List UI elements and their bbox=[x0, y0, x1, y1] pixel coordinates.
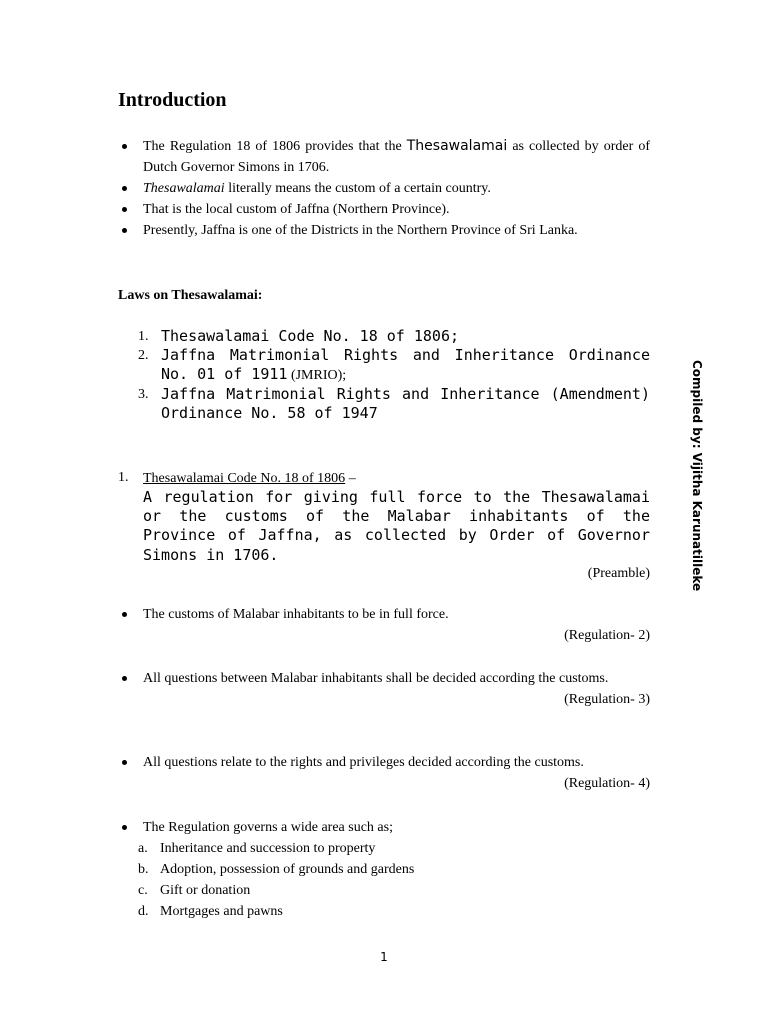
list-item bbox=[118, 199, 650, 220]
list-item bbox=[118, 178, 650, 199]
thesawalamai-term: Thesawalamai bbox=[143, 181, 225, 196]
governs-text: The Regulation governs a wide area such as; bbox=[143, 820, 393, 835]
sublist-text: Mortgages and pawns bbox=[160, 904, 283, 919]
law-title: Jaffna Matrimonial Rights and Inheritance Ordinance No. 01 of 1911 bbox=[161, 346, 650, 383]
list-item bbox=[118, 136, 650, 178]
bullet-icon bbox=[122, 186, 127, 191]
regulation-block bbox=[118, 752, 650, 794]
list-item bbox=[118, 604, 650, 625]
regulation-text: All questions relate to the rights and privileges decided according the customs. bbox=[143, 755, 584, 770]
sublist-text: Inheritance and succession to property bbox=[160, 841, 376, 856]
laws-list bbox=[138, 327, 650, 423]
regulation-list bbox=[118, 752, 650, 773]
intro-text: literally means the custom of a certain country. bbox=[224, 181, 491, 196]
list-number: 3. bbox=[138, 387, 149, 402]
governs-list bbox=[118, 817, 650, 838]
list-item bbox=[118, 668, 650, 689]
intro-text: Presently, Jaffna is one of the Districts in the Northern Province of Sri Lanka. bbox=[143, 223, 578, 238]
list-letter: c. bbox=[138, 883, 148, 898]
regulation-text: All questions between Malabar inhabitants shall be decided according the customs. bbox=[143, 671, 609, 686]
law-abbreviation: (JMRIO); bbox=[287, 368, 347, 383]
list-letter: a. bbox=[138, 841, 148, 856]
reference-label: (Regulation- 3) bbox=[564, 692, 650, 707]
governs-sublist bbox=[138, 838, 414, 922]
page-number: 1 bbox=[380, 950, 388, 964]
dash: – bbox=[345, 471, 356, 486]
regulation-list bbox=[118, 668, 650, 689]
list-item bbox=[118, 817, 650, 838]
law-title: Thesawalamai Code No. 18 of 1806; bbox=[161, 327, 460, 345]
list-item bbox=[118, 752, 650, 773]
sublist-text: Adoption, possession of grounds and gardens bbox=[160, 862, 415, 877]
page-title: Introduction bbox=[118, 89, 227, 111]
regulation-block bbox=[118, 604, 650, 646]
bullet-icon bbox=[122, 144, 127, 149]
reference-label: (Preamble) bbox=[587, 566, 650, 581]
regulation-list bbox=[118, 604, 650, 625]
list-letter: d. bbox=[138, 904, 149, 919]
section-number: 1. bbox=[118, 470, 129, 485]
list-item bbox=[118, 220, 650, 241]
bullet-icon bbox=[122, 207, 127, 212]
list-item bbox=[138, 385, 650, 423]
list-item bbox=[138, 346, 650, 385]
bullet-icon bbox=[122, 760, 127, 765]
bullet-icon bbox=[122, 612, 127, 617]
law-title: Jaffna Matrimonial Rights and Inheritance (Amendment) Ordinance No. 58 of 1947 bbox=[161, 385, 650, 422]
reference-label: (Regulation- 2) bbox=[564, 628, 650, 643]
list-item bbox=[138, 838, 414, 859]
code-title: Thesawalamai Code No. 18 of 1806 bbox=[143, 471, 346, 486]
intro-text: The Regulation 18 of 1806 provides that the bbox=[143, 139, 407, 154]
laws-heading: Laws on Thesawalamai: bbox=[118, 288, 263, 303]
regulation-block bbox=[118, 668, 650, 710]
reference-label: (Regulation- 4) bbox=[564, 776, 650, 791]
section-heading bbox=[143, 470, 356, 488]
code-description: A regulation for giving full force to the Thesawalamai or the customs of the Malabar inhabitants of the Province of Jaffna, as collected by Order of Governor Simons in 1706. bbox=[143, 488, 650, 564]
thesawalamai-term: Thesawalamai bbox=[406, 138, 508, 154]
bullet-icon bbox=[122, 228, 127, 233]
compiled-by-note: Compiled by: Vijitha Karunatilleke bbox=[690, 360, 704, 592]
list-item bbox=[138, 859, 414, 880]
sublist-text: Gift or donation bbox=[160, 883, 251, 898]
intro-text: That is the local custom of Jaffna (Northern Province). bbox=[143, 202, 450, 217]
intro-text: as collected by order of Dutch Governor Simons in 1706. bbox=[143, 139, 650, 175]
bullet-icon bbox=[122, 825, 127, 830]
bullet-icon bbox=[122, 676, 127, 681]
governs-block bbox=[118, 817, 650, 838]
list-number: 1. bbox=[138, 329, 149, 344]
list-item bbox=[138, 327, 650, 346]
list-item bbox=[138, 880, 414, 901]
regulation-text: The customs of Malabar inhabitants to be in full force. bbox=[143, 607, 449, 622]
intro-bullet-list bbox=[118, 136, 650, 241]
list-letter: b. bbox=[138, 862, 149, 877]
list-number: 2. bbox=[138, 348, 149, 363]
list-item bbox=[138, 901, 414, 922]
